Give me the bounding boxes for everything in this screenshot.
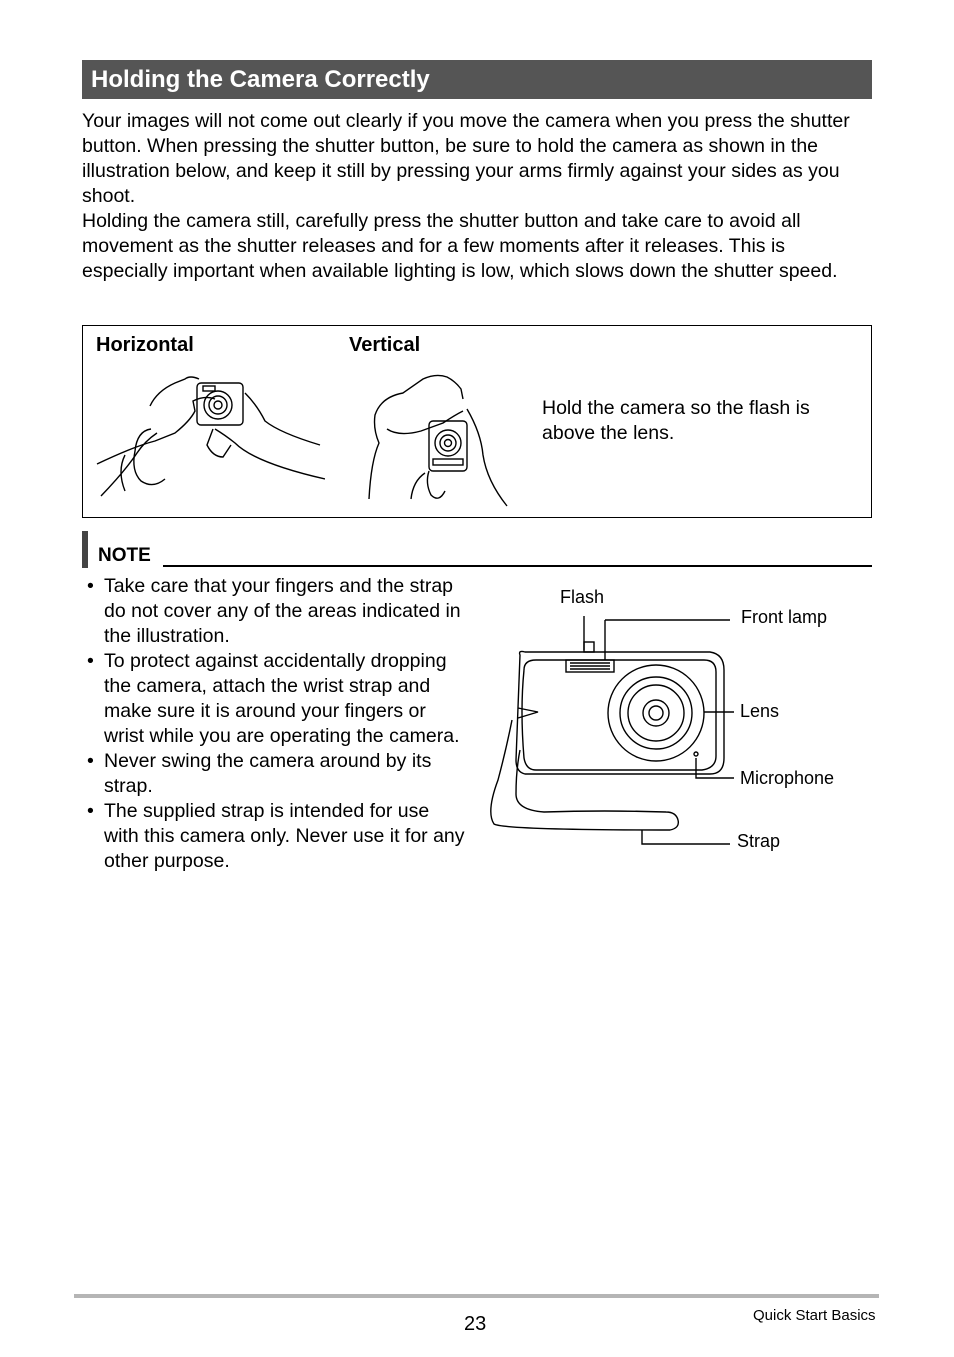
note-item: • Take care that your fingers and the strap do not cover any of the areas indicated in the illustration. [82, 574, 467, 649]
note-label: NOTE [98, 545, 151, 566]
horizontal-label: Horizontal [96, 334, 194, 356]
footer-divider [74, 1294, 879, 1298]
strap-label: Strap [737, 831, 781, 851]
footer-section-name: Quick Start Basics [753, 1307, 876, 1324]
section-title: Holding the Camera Correctly [82, 60, 872, 99]
front-lamp-label: Front lamp [741, 607, 828, 627]
microphone-label: Microphone [740, 768, 835, 788]
note-item: • To protect against accidentally dropping the camera, attach the wrist strap and make sure it is around your fingers or wrist while you are operating the camera. [82, 649, 467, 749]
holding-illustration-box [82, 325, 872, 518]
note-item: • The supplied strap is intended for use with this camera only. Never use it for any other purpose. [82, 799, 467, 874]
page-number: 23 [464, 1313, 487, 1335]
intro-paragraph-1: Your images will not come out clearly if you move the camera when you press the shutter button. When pressing the shutter button, be sure to hold the camera as shown in the illustration below, and keep it still by pressing your arms firmly against your sides as you shoot. [82, 110, 850, 207]
note-divider [163, 565, 872, 567]
note-item: • Never swing the camera around by its strap. [82, 749, 467, 799]
note-list [82, 574, 467, 874]
intro-text [82, 109, 872, 284]
horizontal-hold-illustration [95, 371, 325, 501]
note-marker [82, 531, 88, 568]
camera-parts-diagram [480, 580, 870, 870]
hold-instruction: Hold the camera so the flash is above the lens. [542, 397, 810, 444]
flash-label: Flash [560, 587, 605, 607]
vertical-hold-illustration [351, 371, 511, 511]
intro-paragraph-2: Holding the camera still, carefully press the shutter button and take care to avoid all movement as the shutter releases and for a few moments after it releases. This is especially important when available lighting is low, which slows down the shutter speed. [82, 210, 838, 282]
vertical-label: Vertical [349, 334, 421, 356]
lens-label: Lens [740, 701, 780, 721]
